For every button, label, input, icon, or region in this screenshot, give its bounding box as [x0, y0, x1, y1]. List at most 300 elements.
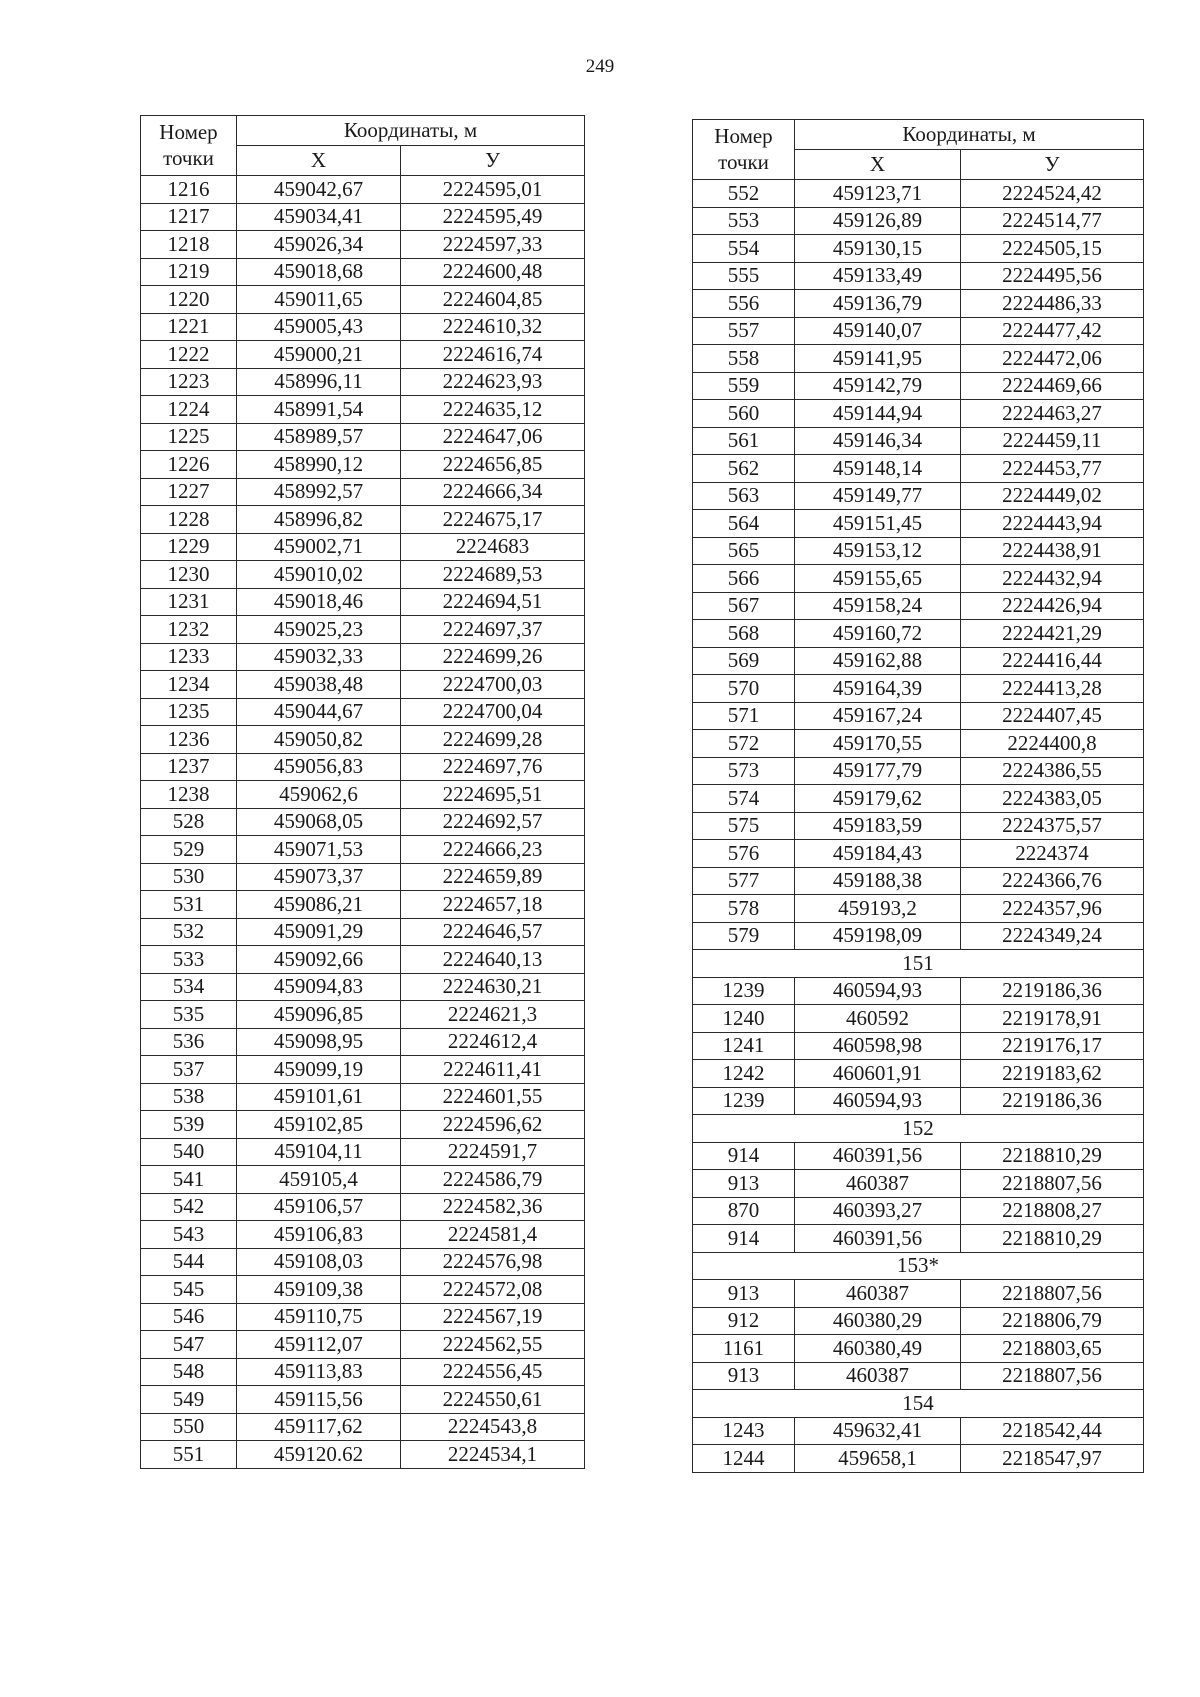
table-row [141, 753, 585, 781]
x-coordinate-cell: 459136,79 [795, 290, 961, 318]
point-number-cell: 560 [693, 400, 795, 428]
header-point-number: Номер точки [693, 120, 795, 180]
point-number-cell: 564 [693, 510, 795, 538]
y-coordinate-cell: 2224449,02 [961, 482, 1144, 510]
point-number-cell: 1226 [141, 451, 237, 479]
x-coordinate-cell: 459142,79 [795, 372, 961, 400]
point-number-cell: 537 [141, 1056, 237, 1084]
point-number-cell: 1217 [141, 203, 237, 231]
y-coordinate-cell: 2224635,12 [401, 396, 585, 424]
table-row [693, 207, 1144, 235]
point-number-cell: 530 [141, 863, 237, 891]
y-coordinate-cell: 2218807,56 [961, 1170, 1144, 1198]
table-row [141, 1386, 585, 1414]
point-number-cell: 1218 [141, 231, 237, 259]
y-coordinate-cell: 2218810,29 [961, 1225, 1144, 1253]
x-coordinate-cell: 459632,41 [795, 1417, 961, 1445]
point-number-cell: 1222 [141, 341, 237, 369]
x-coordinate-cell: 460594,93 [795, 977, 961, 1005]
y-coordinate-cell: 2224349,24 [961, 922, 1144, 950]
y-coordinate-cell: 2224611,41 [401, 1056, 585, 1084]
table-row [693, 647, 1144, 675]
point-number-cell: 544 [141, 1248, 237, 1276]
section-label: 153* [693, 1252, 1144, 1280]
x-coordinate-cell: 459141,95 [795, 345, 961, 373]
table-row [141, 1166, 585, 1194]
y-coordinate-cell: 2224514,77 [961, 207, 1144, 235]
y-coordinate-cell: 2224700,04 [401, 698, 585, 726]
table-row [141, 313, 585, 341]
header-point-number: Номер точки [141, 116, 237, 176]
table-row [693, 262, 1144, 290]
header-row [693, 120, 1144, 150]
y-coordinate-cell: 2224486,33 [961, 290, 1144, 318]
table-row [141, 1248, 585, 1276]
x-coordinate-cell: 460598,98 [795, 1032, 961, 1060]
point-number-cell: 566 [693, 565, 795, 593]
x-coordinate-cell: 458989,57 [237, 423, 401, 451]
table-row [693, 895, 1144, 923]
table-row [693, 290, 1144, 318]
x-coordinate-cell: 460387 [795, 1280, 961, 1308]
y-coordinate-cell: 2224453,77 [961, 455, 1144, 483]
table-row [141, 1028, 585, 1056]
y-coordinate-cell: 2218807,56 [961, 1280, 1144, 1308]
point-number-cell: 576 [693, 840, 795, 868]
x-coordinate-cell: 459094,83 [237, 973, 401, 1001]
table-row [693, 1225, 1144, 1253]
x-coordinate-cell: 459050,82 [237, 726, 401, 754]
point-number-cell: 1231 [141, 588, 237, 616]
section-label: 152 [693, 1115, 1144, 1143]
y-coordinate-cell: 2224692,57 [401, 808, 585, 836]
table-row [141, 671, 585, 699]
x-coordinate-cell: 460391,56 [795, 1142, 961, 1170]
y-coordinate-cell: 2224416,44 [961, 647, 1144, 675]
table-body-left [141, 176, 585, 1469]
x-coordinate-cell: 459104,11 [237, 1138, 401, 1166]
x-coordinate-cell: 459123,71 [795, 180, 961, 208]
x-coordinate-cell: 459010,02 [237, 561, 401, 589]
header-y: У [961, 150, 1144, 180]
point-number-cell: 563 [693, 482, 795, 510]
y-coordinate-cell: 2224689,53 [401, 561, 585, 589]
table-row [693, 455, 1144, 483]
y-coordinate-cell: 2224366,76 [961, 867, 1144, 895]
y-coordinate-cell: 2224695,51 [401, 781, 585, 809]
x-coordinate-cell: 459153,12 [795, 537, 961, 565]
point-number-cell: 549 [141, 1386, 237, 1414]
y-coordinate-cell: 2224550,61 [401, 1386, 585, 1414]
table-row [693, 1445, 1144, 1473]
point-number-cell: 554 [693, 235, 795, 263]
point-number-cell: 579 [693, 922, 795, 950]
point-number-cell: 914 [693, 1225, 795, 1253]
table-row [693, 620, 1144, 648]
x-coordinate-cell: 459160,72 [795, 620, 961, 648]
x-coordinate-cell: 459106,57 [237, 1193, 401, 1221]
y-coordinate-cell: 2219176,17 [961, 1032, 1144, 1060]
header-row [141, 116, 585, 146]
x-coordinate-cell: 459144,94 [795, 400, 961, 428]
table-row [141, 176, 585, 204]
y-coordinate-cell: 2224675,17 [401, 506, 585, 534]
point-number-cell: 552 [693, 180, 795, 208]
point-number-cell: 577 [693, 867, 795, 895]
x-coordinate-cell: 459106,83 [237, 1221, 401, 1249]
x-coordinate-cell: 459102,85 [237, 1111, 401, 1139]
y-coordinate-cell: 2224621,3 [401, 1001, 585, 1029]
x-coordinate-cell: 459042,67 [237, 176, 401, 204]
x-coordinate-cell: 459056,83 [237, 753, 401, 781]
table-row [693, 1087, 1144, 1115]
table-row [141, 451, 585, 479]
y-coordinate-cell: 2224700,03 [401, 671, 585, 699]
x-coordinate-cell: 459133,49 [795, 262, 961, 290]
x-coordinate-cell: 458996,82 [237, 506, 401, 534]
y-coordinate-cell: 2219183,62 [961, 1060, 1144, 1088]
x-coordinate-cell: 459091,29 [237, 918, 401, 946]
y-coordinate-cell: 2224640,13 [401, 946, 585, 974]
table-row [141, 1056, 585, 1084]
table-row [141, 478, 585, 506]
table-row [693, 1005, 1144, 1033]
point-number-cell: 555 [693, 262, 795, 290]
point-number-cell: 913 [693, 1280, 795, 1308]
y-coordinate-cell: 2224495,56 [961, 262, 1144, 290]
point-number-cell: 548 [141, 1358, 237, 1386]
table-row [693, 482, 1144, 510]
table-row [141, 781, 585, 809]
x-coordinate-cell: 459000,21 [237, 341, 401, 369]
point-number-cell: 551 [141, 1441, 237, 1469]
point-number-cell: 575 [693, 812, 795, 840]
header-x: X [795, 150, 961, 180]
table-row [693, 922, 1144, 950]
x-coordinate-cell: 459101,61 [237, 1083, 401, 1111]
point-number-cell: 568 [693, 620, 795, 648]
x-coordinate-cell: 459092,66 [237, 946, 401, 974]
y-coordinate-cell: 2224597,33 [401, 231, 585, 259]
section-label: 151 [693, 950, 1144, 978]
table-row [693, 730, 1144, 758]
y-coordinate-cell: 2224697,37 [401, 616, 585, 644]
x-coordinate-cell: 459096,85 [237, 1001, 401, 1029]
point-number-cell: 558 [693, 345, 795, 373]
table-row [693, 977, 1144, 1005]
table-row [693, 565, 1144, 593]
table-row [693, 317, 1144, 345]
table-row [141, 1331, 585, 1359]
x-coordinate-cell: 459658,1 [795, 1445, 961, 1473]
table-row [141, 561, 585, 589]
x-coordinate-cell: 459032,33 [237, 643, 401, 671]
y-coordinate-cell: 2224657,18 [401, 891, 585, 919]
x-coordinate-cell: 459108,03 [237, 1248, 401, 1276]
y-coordinate-cell: 2224463,27 [961, 400, 1144, 428]
y-coordinate-cell: 2224623,93 [401, 368, 585, 396]
table-row [141, 1441, 585, 1469]
point-number-cell: 1240 [693, 1005, 795, 1033]
x-coordinate-cell: 459140,07 [795, 317, 961, 345]
y-coordinate-cell: 2224659,89 [401, 863, 585, 891]
x-coordinate-cell: 458996,11 [237, 368, 401, 396]
table-row [693, 235, 1144, 263]
coordinates-table-right [692, 119, 1144, 1473]
x-coordinate-cell: 459026,34 [237, 231, 401, 259]
x-coordinate-cell: 459071,53 [237, 836, 401, 864]
point-number-cell: 531 [141, 891, 237, 919]
point-number-cell: 529 [141, 836, 237, 864]
table-row [141, 973, 585, 1001]
x-coordinate-cell: 459062,6 [237, 781, 401, 809]
table-row [693, 180, 1144, 208]
table-row [141, 1303, 585, 1331]
table-row [141, 506, 585, 534]
y-coordinate-cell: 2219186,36 [961, 977, 1144, 1005]
y-coordinate-cell: 2224582,36 [401, 1193, 585, 1221]
point-number-cell: 562 [693, 455, 795, 483]
point-number-cell: 540 [141, 1138, 237, 1166]
table-row [141, 643, 585, 671]
x-coordinate-cell: 459183,59 [795, 812, 961, 840]
table-row [141, 946, 585, 974]
table-row [693, 510, 1144, 538]
y-coordinate-cell: 2224646,57 [401, 918, 585, 946]
x-coordinate-cell: 459018,68 [237, 258, 401, 286]
section-row [693, 1252, 1144, 1280]
point-number-cell: 550 [141, 1413, 237, 1441]
table-row [693, 757, 1144, 785]
y-coordinate-cell: 2218808,27 [961, 1197, 1144, 1225]
y-coordinate-cell: 2224610,32 [401, 313, 585, 341]
point-number-cell: 543 [141, 1221, 237, 1249]
y-coordinate-cell: 2224600,48 [401, 258, 585, 286]
coordinates-table-left [140, 115, 585, 1469]
x-coordinate-cell: 459005,43 [237, 313, 401, 341]
y-coordinate-cell: 2224576,98 [401, 1248, 585, 1276]
section-row [693, 950, 1144, 978]
header-y: У [401, 146, 585, 176]
point-number-cell: 571 [693, 702, 795, 730]
y-coordinate-cell: 2224697,76 [401, 753, 585, 781]
y-coordinate-cell: 2218806,79 [961, 1307, 1144, 1335]
table-row [141, 891, 585, 919]
table-row [141, 698, 585, 726]
table-row [141, 1138, 585, 1166]
x-coordinate-cell: 460380,49 [795, 1335, 961, 1363]
x-coordinate-cell: 459011,65 [237, 286, 401, 314]
table-row [693, 372, 1144, 400]
table-row [141, 396, 585, 424]
point-number-cell: 547 [141, 1331, 237, 1359]
section-row [693, 1115, 1144, 1143]
point-number-cell: 533 [141, 946, 237, 974]
x-coordinate-cell: 458991,54 [237, 396, 401, 424]
table-row [141, 588, 585, 616]
point-number-cell: 1227 [141, 478, 237, 506]
y-coordinate-cell: 2224616,74 [401, 341, 585, 369]
section-row [693, 1390, 1144, 1418]
x-coordinate-cell: 459115,56 [237, 1386, 401, 1414]
point-number-cell: 536 [141, 1028, 237, 1056]
table-row [141, 808, 585, 836]
y-coordinate-cell: 2224400,8 [961, 730, 1144, 758]
x-coordinate-cell: 459117,62 [237, 1413, 401, 1441]
point-number-cell: 535 [141, 1001, 237, 1029]
table-row [141, 1358, 585, 1386]
point-number-cell: 538 [141, 1083, 237, 1111]
point-number-cell: 1216 [141, 176, 237, 204]
y-coordinate-cell: 2224407,45 [961, 702, 1144, 730]
table-row [693, 702, 1144, 730]
y-coordinate-cell: 2224505,15 [961, 235, 1144, 263]
table-row [693, 840, 1144, 868]
y-coordinate-cell: 2224432,94 [961, 565, 1144, 593]
point-number-cell: 546 [141, 1303, 237, 1331]
table-row [141, 533, 585, 561]
table-row [693, 345, 1144, 373]
point-number-cell: 1219 [141, 258, 237, 286]
point-number-cell: 1239 [693, 977, 795, 1005]
y-coordinate-cell: 2224562,55 [401, 1331, 585, 1359]
y-coordinate-cell: 2224567,19 [401, 1303, 585, 1331]
y-coordinate-cell: 2218547,97 [961, 1445, 1144, 1473]
point-number-cell: 913 [693, 1362, 795, 1390]
section-label: 154 [693, 1390, 1144, 1418]
point-number-cell: 1243 [693, 1417, 795, 1445]
x-coordinate-cell: 459126,89 [795, 207, 961, 235]
point-number-cell: 534 [141, 973, 237, 1001]
point-number-cell: 573 [693, 757, 795, 785]
y-coordinate-cell: 2224666,23 [401, 836, 585, 864]
point-number-cell: 567 [693, 592, 795, 620]
x-coordinate-cell: 459109,38 [237, 1276, 401, 1304]
point-number-cell: 553 [693, 207, 795, 235]
y-coordinate-cell: 2224699,26 [401, 643, 585, 671]
point-number-cell: 1228 [141, 506, 237, 534]
x-coordinate-cell: 459002,71 [237, 533, 401, 561]
table-row [693, 1197, 1144, 1225]
x-coordinate-cell: 459155,65 [795, 565, 961, 593]
y-coordinate-cell: 2224472,06 [961, 345, 1144, 373]
x-coordinate-cell: 459110,75 [237, 1303, 401, 1331]
x-coordinate-cell: 459112,07 [237, 1331, 401, 1359]
point-number-cell: 574 [693, 785, 795, 813]
y-coordinate-cell: 2219178,91 [961, 1005, 1144, 1033]
y-coordinate-cell: 2224386,55 [961, 757, 1144, 785]
table-row [141, 1001, 585, 1029]
y-coordinate-cell: 2224524,42 [961, 180, 1144, 208]
x-coordinate-cell: 459018,46 [237, 588, 401, 616]
x-coordinate-cell: 460592 [795, 1005, 961, 1033]
point-number-cell: 539 [141, 1111, 237, 1139]
table-row [693, 1142, 1144, 1170]
point-number-cell: 1235 [141, 698, 237, 726]
table-row [141, 368, 585, 396]
y-coordinate-cell: 2224357,96 [961, 895, 1144, 923]
y-coordinate-cell: 2224413,28 [961, 675, 1144, 703]
y-coordinate-cell: 2224595,01 [401, 176, 585, 204]
point-number-cell: 559 [693, 372, 795, 400]
table-row [141, 1413, 585, 1441]
x-coordinate-cell: 460380,29 [795, 1307, 961, 1335]
point-number-cell: 541 [141, 1166, 237, 1194]
point-number-cell: 1244 [693, 1445, 795, 1473]
table-row [693, 1362, 1144, 1390]
x-coordinate-cell: 460387 [795, 1170, 961, 1198]
point-number-cell: 1237 [141, 753, 237, 781]
x-coordinate-cell: 459025,23 [237, 616, 401, 644]
y-coordinate-cell: 2224612,4 [401, 1028, 585, 1056]
x-coordinate-cell: 460393,27 [795, 1197, 961, 1225]
x-coordinate-cell: 458990,12 [237, 451, 401, 479]
y-coordinate-cell: 2224699,28 [401, 726, 585, 754]
point-number-cell: 578 [693, 895, 795, 923]
y-coordinate-cell: 2224556,45 [401, 1358, 585, 1386]
x-coordinate-cell: 459164,39 [795, 675, 961, 703]
x-coordinate-cell: 459113,83 [237, 1358, 401, 1386]
y-coordinate-cell: 2224666,34 [401, 478, 585, 506]
x-coordinate-cell: 459034,41 [237, 203, 401, 231]
point-number-cell: 561 [693, 427, 795, 455]
x-coordinate-cell: 459188,38 [795, 867, 961, 895]
table-row [141, 863, 585, 891]
table-row [141, 1221, 585, 1249]
table-row [141, 341, 585, 369]
point-number-cell: 542 [141, 1193, 237, 1221]
x-coordinate-cell: 459073,37 [237, 863, 401, 891]
y-coordinate-cell: 2218810,29 [961, 1142, 1144, 1170]
table-row [141, 231, 585, 259]
y-coordinate-cell: 2224383,05 [961, 785, 1144, 813]
point-number-cell: 1232 [141, 616, 237, 644]
y-coordinate-cell: 2224375,57 [961, 812, 1144, 840]
point-number-cell: 1238 [141, 781, 237, 809]
table-row [141, 836, 585, 864]
x-coordinate-cell: 459151,45 [795, 510, 961, 538]
y-coordinate-cell: 2224581,4 [401, 1221, 585, 1249]
table-row [693, 785, 1144, 813]
table-row [693, 592, 1144, 620]
y-coordinate-cell: 2218542,44 [961, 1417, 1144, 1445]
point-number-cell: 1220 [141, 286, 237, 314]
table-row [693, 675, 1144, 703]
point-number-cell: 1241 [693, 1032, 795, 1060]
point-number-cell: 913 [693, 1170, 795, 1198]
point-number-cell: 532 [141, 918, 237, 946]
x-coordinate-cell: 459162,88 [795, 647, 961, 675]
x-coordinate-cell: 458992,57 [237, 478, 401, 506]
header-x: X [237, 146, 401, 176]
table-row [141, 1083, 585, 1111]
x-coordinate-cell: 459158,24 [795, 592, 961, 620]
table-row [693, 537, 1144, 565]
x-coordinate-cell: 459198,09 [795, 922, 961, 950]
table-row [141, 1276, 585, 1304]
y-coordinate-cell: 2224630,21 [401, 973, 585, 1001]
y-coordinate-cell: 2224656,85 [401, 451, 585, 479]
table-row [141, 1193, 585, 1221]
y-coordinate-cell: 2224443,94 [961, 510, 1144, 538]
y-coordinate-cell: 2224572,08 [401, 1276, 585, 1304]
y-coordinate-cell: 2224477,42 [961, 317, 1144, 345]
y-coordinate-cell: 2224438,91 [961, 537, 1144, 565]
y-coordinate-cell: 2224459,11 [961, 427, 1144, 455]
table-row [141, 1111, 585, 1139]
table-row [693, 812, 1144, 840]
point-number-cell: 1236 [141, 726, 237, 754]
